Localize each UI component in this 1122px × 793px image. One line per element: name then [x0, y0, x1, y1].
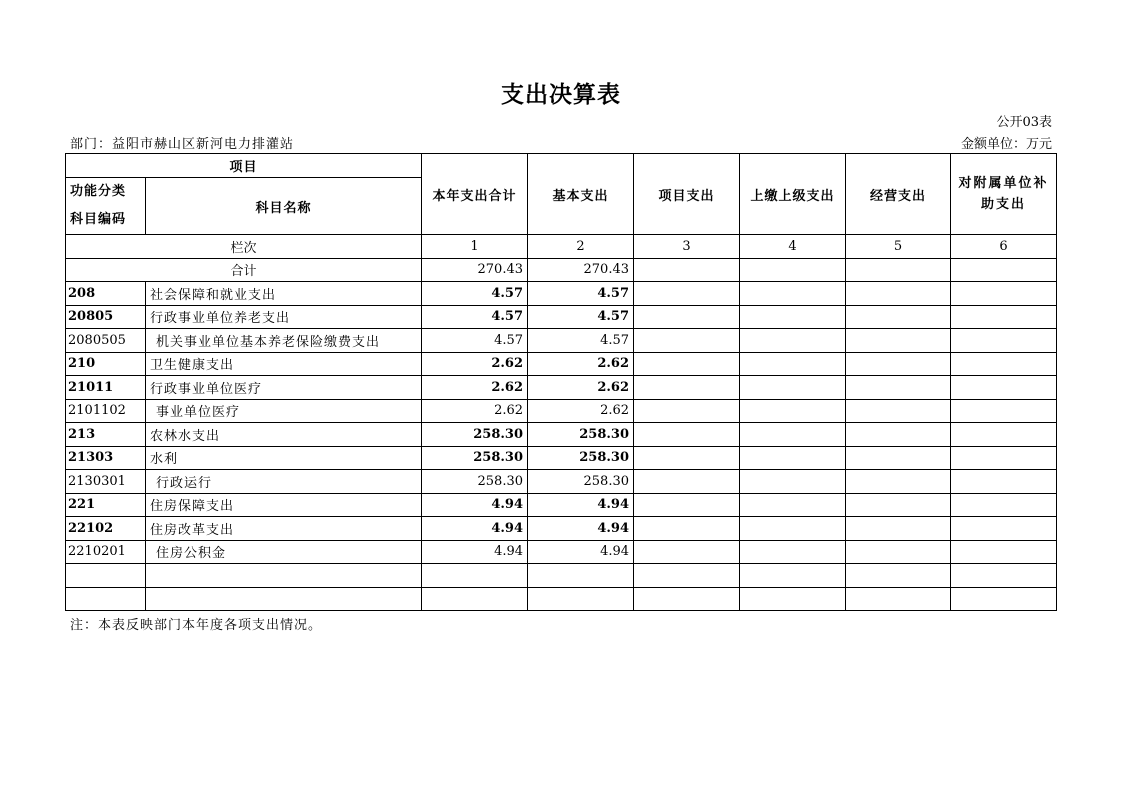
empty-cell	[66, 587, 146, 611]
row-subsidy	[951, 282, 1057, 306]
footnote: 注：本表反映部门本年度各项支出情况。	[70, 618, 323, 633]
total-business	[846, 258, 951, 282]
row-subsidy	[951, 446, 1057, 470]
row-project	[634, 329, 740, 353]
row-total: 258.30	[422, 470, 528, 494]
row-upper	[740, 446, 846, 470]
row-business	[846, 470, 951, 494]
total-project	[634, 258, 740, 282]
column-index-row	[66, 235, 1057, 259]
row-upper	[740, 376, 846, 400]
empty-cell	[951, 587, 1057, 611]
row-name: 卫生健康支出	[146, 352, 422, 376]
row-total: 4.57	[422, 329, 528, 353]
total-upper	[740, 258, 846, 282]
row-name: 社会保障和就业支出	[146, 282, 422, 306]
row-project	[634, 517, 740, 541]
row-basic: 4.94	[528, 540, 634, 564]
expenditure-table	[65, 153, 1057, 611]
department-label: 部门：益阳市赫山区新河电力排灌站	[70, 137, 295, 152]
row-total: 2.62	[422, 399, 528, 423]
row-total: 4.94	[422, 493, 528, 517]
row-name: 行政事业单位医疗	[146, 376, 422, 400]
total-row	[66, 258, 1057, 282]
row-name: 机关事业单位基本养老保险缴费支出	[146, 329, 422, 353]
row-code: 2080505	[66, 329, 146, 353]
row-name: 住房保障支出	[146, 493, 422, 517]
row-subsidy	[951, 540, 1057, 564]
row-basic: 258.30	[528, 423, 634, 447]
row-business	[846, 329, 951, 353]
row-business	[846, 352, 951, 376]
row-name: 行政事业单位养老支出	[146, 305, 422, 329]
row-subsidy	[951, 470, 1057, 494]
total-amount: 270.43	[422, 258, 528, 282]
row-basic: 2.62	[528, 376, 634, 400]
table-row	[66, 517, 1057, 541]
column-index-4: 4	[740, 235, 846, 259]
empty-cell	[951, 564, 1057, 588]
row-code: 210	[66, 352, 146, 376]
row-business	[846, 399, 951, 423]
row-business	[846, 305, 951, 329]
header-func-code-line2: 科目编码	[70, 212, 127, 227]
row-subsidy	[951, 329, 1057, 353]
row-upper	[740, 540, 846, 564]
header-upper: 上缴上级支出	[740, 154, 846, 235]
empty-row	[66, 587, 1057, 611]
row-total: 2.62	[422, 352, 528, 376]
row-basic: 2.62	[528, 352, 634, 376]
row-basic: 4.57	[528, 305, 634, 329]
header-business: 经营支出	[846, 154, 951, 235]
table-row	[66, 423, 1057, 447]
header-subsidy: 对附属单位补助支出	[951, 154, 1057, 235]
empty-cell	[146, 587, 422, 611]
total-subsidy	[951, 258, 1057, 282]
row-total: 4.94	[422, 540, 528, 564]
row-subsidy	[951, 376, 1057, 400]
empty-cell	[528, 587, 634, 611]
row-code: 22102	[66, 517, 146, 541]
row-project	[634, 446, 740, 470]
row-project	[634, 376, 740, 400]
row-business	[846, 423, 951, 447]
row-total: 258.30	[422, 423, 528, 447]
row-subsidy	[951, 399, 1057, 423]
empty-cell	[846, 587, 951, 611]
row-project	[634, 470, 740, 494]
table-row	[66, 376, 1057, 400]
column-index-3: 3	[634, 235, 740, 259]
row-project	[634, 423, 740, 447]
empty-cell	[634, 564, 740, 588]
table-row	[66, 329, 1057, 353]
table-row	[66, 352, 1057, 376]
row-name: 住房改革支出	[146, 517, 422, 541]
table-row	[66, 282, 1057, 306]
row-project	[634, 540, 740, 564]
empty-cell	[634, 587, 740, 611]
row-upper	[740, 282, 846, 306]
row-subsidy	[951, 493, 1057, 517]
row-code: 2210201	[66, 540, 146, 564]
header-row	[66, 154, 1057, 178]
table-row	[66, 399, 1057, 423]
column-index-1: 1	[422, 235, 528, 259]
row-basic: 4.57	[528, 282, 634, 306]
header-basic: 基本支出	[528, 154, 634, 235]
column-index-label: 栏次	[66, 235, 422, 259]
header-func-code	[66, 178, 146, 235]
row-upper	[740, 399, 846, 423]
empty-cell	[422, 564, 528, 588]
row-name: 住房公积金	[146, 540, 422, 564]
row-upper	[740, 329, 846, 353]
row-project	[634, 282, 740, 306]
row-project	[634, 399, 740, 423]
column-index-2: 2	[528, 235, 634, 259]
header-item: 项目	[66, 154, 422, 178]
row-code: 21303	[66, 446, 146, 470]
row-business	[846, 540, 951, 564]
total-label: 合计	[66, 258, 422, 282]
row-code: 20805	[66, 305, 146, 329]
row-business	[846, 517, 951, 541]
row-total: 258.30	[422, 446, 528, 470]
row-basic: 4.57	[528, 329, 634, 353]
row-basic: 4.94	[528, 493, 634, 517]
row-project	[634, 493, 740, 517]
table-row	[66, 470, 1057, 494]
row-subsidy	[951, 423, 1057, 447]
row-name: 行政运行	[146, 470, 422, 494]
table-row	[66, 540, 1057, 564]
row-project	[634, 352, 740, 376]
amount-unit-label: 金额单位：万元	[960, 137, 1052, 152]
row-subsidy	[951, 352, 1057, 376]
row-business	[846, 376, 951, 400]
table-row	[66, 305, 1057, 329]
row-name: 农林水支出	[146, 423, 422, 447]
header-total: 本年支出合计	[422, 154, 528, 235]
row-upper	[740, 470, 846, 494]
row-code: 2130301	[66, 470, 146, 494]
header-subject-name: 科目名称	[146, 178, 422, 235]
row-name: 水利	[146, 446, 422, 470]
row-code: 213	[66, 423, 146, 447]
row-business	[846, 446, 951, 470]
empty-cell	[528, 564, 634, 588]
total-basic: 270.43	[528, 258, 634, 282]
form-number: 公开03表	[996, 115, 1052, 130]
empty-cell	[146, 564, 422, 588]
row-subsidy	[951, 517, 1057, 541]
page-title: 支出决算表	[501, 82, 621, 108]
row-total: 4.57	[422, 305, 528, 329]
table-row	[66, 493, 1057, 517]
row-basic: 258.30	[528, 470, 634, 494]
empty-cell	[846, 564, 951, 588]
row-name: 事业单位医疗	[146, 399, 422, 423]
column-index-5: 5	[846, 235, 951, 259]
table-row	[66, 446, 1057, 470]
row-total: 4.57	[422, 282, 528, 306]
header-func-code-line1: 功能分类	[70, 184, 127, 199]
row-basic: 2.62	[528, 399, 634, 423]
row-code: 221	[66, 493, 146, 517]
row-total: 4.94	[422, 517, 528, 541]
row-code: 2101102	[66, 399, 146, 423]
empty-row	[66, 564, 1057, 588]
empty-cell	[740, 564, 846, 588]
row-upper	[740, 493, 846, 517]
row-upper	[740, 352, 846, 376]
column-index-6: 6	[951, 235, 1057, 259]
row-business	[846, 282, 951, 306]
header-project: 项目支出	[634, 154, 740, 235]
row-project	[634, 305, 740, 329]
row-upper	[740, 517, 846, 541]
row-code: 208	[66, 282, 146, 306]
empty-cell	[66, 564, 146, 588]
empty-cell	[740, 587, 846, 611]
row-basic: 258.30	[528, 446, 634, 470]
empty-cell	[422, 587, 528, 611]
row-subsidy	[951, 305, 1057, 329]
row-upper	[740, 423, 846, 447]
row-business	[846, 493, 951, 517]
row-total: 2.62	[422, 376, 528, 400]
row-code: 21011	[66, 376, 146, 400]
row-upper	[740, 305, 846, 329]
row-basic: 4.94	[528, 517, 634, 541]
